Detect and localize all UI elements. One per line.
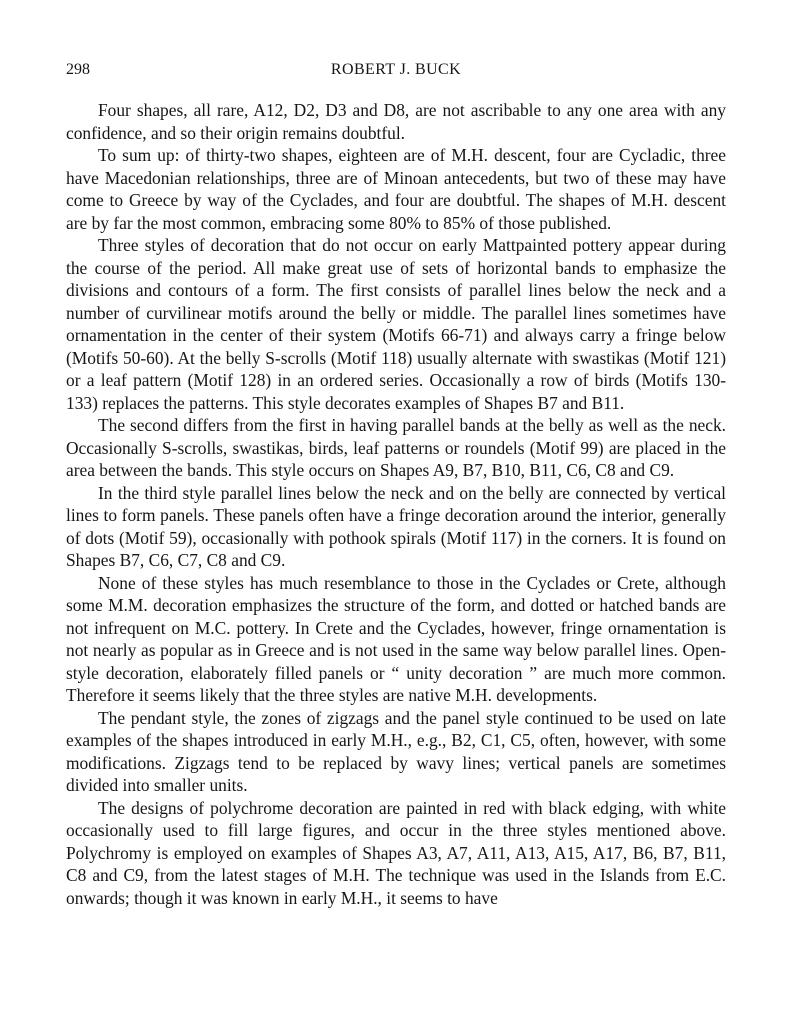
page-header — [66, 61, 726, 85]
paragraph: The pendant style, the zones of zigzags and the panel style continued to be used on late examples of the shapes introduced in early M.H., e.g., B2, C1, C5, often, however, with some modifications. Zigzags tend to be replaced by wavy lines; vertical panels are sometimes divided into smaller units. — [66, 707, 726, 795]
paragraph: To sum up: of thirty-two shapes, eighteen are of M.H. descent, four are Cycladic, three have Macedonian relationships, three are of Minoan antecedents, but two of these may have come to Greece by way of the Cyclades, and four are doubtful. The shapes of M.H. descent are by far the most common, embracing some 80% to 85% of those published. — [66, 145, 726, 233]
paragraph: In the third style parallel lines below the neck and on the belly are connected by vertical lines to form panels. These panels often have a fringe decoration around the interior, generally of dots (Motif 59), occasionally with pothook spirals (Motif 117) in the corners. It is found on Shapes B7, C6, C7, C8 and C9. — [66, 482, 726, 570]
paragraph: Four shapes, all rare, A12, D2, D3 and D8, are not ascribable to any one area with any confidence, and so their origin remains doubtful. — [66, 100, 726, 143]
paragraph: Three styles of decoration that do not occur on early Mattpainted pottery appear during the course of the period. All make great use of sets of horizontal bands to emphasize the divisions and contours of a form. The first consists of parallel lines below the neck and a number of curvilinear motifs around the belly or middle. The parallel lines sometimes have ornamentation in the center of their system (Motifs 66-71) and always carry a fringe below (Motifs 50-60). At the belly S-scrolls (Motif 118) usually alternate with swastikas (Motif 121) or a leaf pattern (Motif 128) in an ordered series. Occasionally a row of birds (Motifs 130-133) replaces the patterns. This style decorates examples of Shapes B7 and B11. — [66, 235, 726, 413]
paragraph: The second differs from the first in having parallel bands at the belly as well as the neck. Occasionally S-scrolls, swastikas, birds, leaf patterns or roundels (Motif 99) are placed in the area between the bands. This style occurs on Shapes A9, B7, B10, B11, C6, C8 and C9. — [66, 415, 726, 480]
page-number: 298 — [66, 61, 90, 78]
paragraph: None of these styles has much resemblance to those in the Cyclades or Crete, although some M.M. decoration emphasizes the structure of the form, and dotted or hatched bands are not infrequent on M.C. pottery. In Crete and the Cyclades, however, fringe ornamentation is not nearly as popular as in Greece and is not used in the same way below parallel lines. Open-style decoration, elaborately filled panels or “ unity decoration ” are much more common. Therefore it seems likely that the three styles are native M.H. developments. — [66, 572, 726, 705]
running-head: ROBERT J. BUCK — [330, 61, 462, 78]
body-text — [66, 99, 726, 909]
paragraph: The designs of polychrome decoration are painted in red with black edging, with white occasionally used to fill large figures, and occur in the three styles mentioned above. Polychromy is employed on examples of Shapes A3, A7, A11, A13, A15, A17, B6, B7, B11, C8 and C9, from the latest stages of M.H. The technique was used in the Islands from E.C. onwards; though it was known in early M.H., it seems to have — [66, 797, 726, 908]
